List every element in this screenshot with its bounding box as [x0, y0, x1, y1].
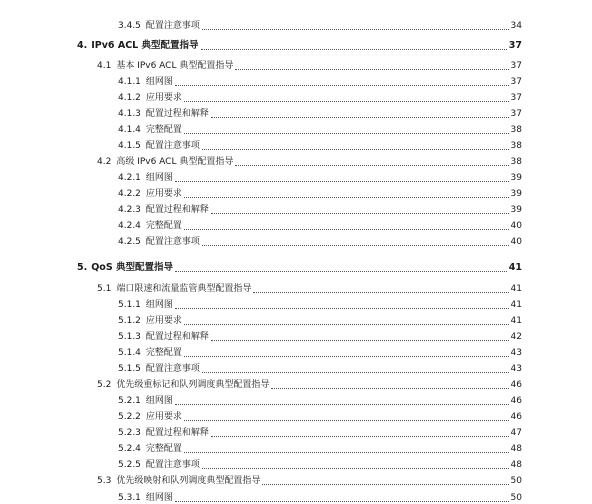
toc-entry-title: 完整配置 — [145, 444, 182, 454]
toc-entry-4-2-2[interactable] — [118, 184, 522, 200]
toc-entry-page: 39 — [510, 173, 522, 183]
toc-entry-title: 组网图 — [145, 77, 173, 87]
toc-entry-number: 4.2.3 — [118, 205, 141, 215]
toc-entry-number: 5.2.2 — [118, 412, 141, 422]
toc-entry-title: 配置过程和解释 — [145, 109, 209, 119]
toc-entry-page: 47 — [510, 428, 522, 438]
toc-entry-5-1-5[interactable] — [118, 359, 522, 375]
toc-entry-number: 5.3.1 — [118, 493, 141, 503]
toc-entry-number: 4.2.5 — [118, 237, 141, 247]
toc-entry-5-2-1[interactable] — [118, 391, 522, 407]
toc-entry-title: 组网图 — [145, 300, 173, 310]
toc-entry-page: 37 — [508, 40, 522, 51]
dot-leader — [175, 180, 509, 182]
toc-entry-4-1-2[interactable] — [118, 88, 522, 104]
toc-section-5-3[interactable] — [97, 471, 522, 487]
toc-entry-title: 优先级重标记和队列调度典型配置指导 — [116, 380, 270, 390]
toc-entry-number: 5.3 — [97, 476, 112, 486]
toc-entry-number: 4.2.1 — [118, 173, 141, 183]
dot-leader — [201, 48, 507, 50]
dot-leader — [235, 164, 508, 166]
dot-leader — [211, 435, 509, 437]
toc-chapter-5[interactable] — [77, 258, 522, 274]
toc-entry-title: 高级 IPv6 ACL 典型配置指导 — [116, 157, 234, 167]
toc-entry-4-1-1[interactable] — [118, 72, 522, 88]
toc-entry-5-2-4[interactable] — [118, 439, 522, 455]
toc-entry-title: 组网图 — [145, 396, 173, 406]
dot-leader — [184, 228, 509, 230]
toc-entry-page: 43 — [510, 364, 522, 374]
toc-entry-number: 5. — [77, 262, 88, 273]
toc-section-5-1[interactable] — [97, 279, 522, 295]
toc-entry-5-1-4[interactable] — [118, 343, 522, 359]
toc-entry-title: 应用要求 — [145, 316, 182, 326]
toc-entry-5-2-3[interactable] — [118, 423, 522, 439]
toc-entry-number: 5.2 — [97, 380, 112, 390]
toc-entry-title: 配置注意事项 — [145, 21, 200, 31]
toc-entry-title: 配置注意事项 — [145, 141, 200, 151]
toc-entry-4-2-4[interactable] — [118, 216, 522, 232]
toc-entry-number: 4. — [77, 40, 88, 51]
toc-entry-title: 完整配置 — [145, 221, 182, 231]
toc-entry-title: 完整配置 — [145, 125, 182, 135]
dot-leader — [202, 148, 509, 150]
toc-entry-number: 5.2.3 — [118, 428, 141, 438]
dot-leader — [253, 291, 508, 293]
toc-entry-title: 配置过程和解释 — [145, 332, 209, 342]
toc-entry-page: 38 — [510, 125, 522, 135]
dot-leader — [235, 68, 508, 70]
toc-entry-title: 组网图 — [145, 173, 173, 183]
dot-leader — [262, 483, 508, 485]
toc-entry-title: 组网图 — [145, 493, 173, 503]
toc-entry-page: 41 — [510, 284, 522, 294]
toc-section-5-2[interactable] — [97, 375, 522, 391]
toc-entry-number: 5.2.1 — [118, 396, 141, 406]
dot-leader — [175, 403, 509, 405]
toc-entry-number: 4.1.1 — [118, 77, 141, 87]
toc-entry-title: 应用要求 — [145, 412, 182, 422]
toc-entry-number: 4.2.2 — [118, 189, 141, 199]
toc-entry-page: 46 — [510, 380, 522, 390]
toc-entry-page: 50 — [510, 476, 522, 486]
dot-leader — [175, 307, 509, 309]
dot-leader — [184, 196, 509, 198]
dot-leader — [211, 339, 509, 341]
toc-entry-title: 配置过程和解释 — [145, 205, 209, 215]
toc-entry-number: 5.1.4 — [118, 348, 141, 358]
toc-entry-4-1-4[interactable] — [118, 120, 522, 136]
toc-entry-page: 50 — [510, 493, 522, 503]
toc-entry-number: 4.1.3 — [118, 109, 141, 119]
toc-entry-number: 3.4.5 — [118, 21, 141, 31]
toc-entry-title: 应用要求 — [145, 93, 182, 103]
toc-entry-page: 41 — [510, 316, 522, 326]
toc-entry-title: 优先级映射和队列调度典型配置指导 — [116, 476, 261, 486]
toc-entry-page: 37 — [510, 77, 522, 87]
toc-entry-page: 40 — [510, 237, 522, 247]
toc-entry-5-1-2[interactable] — [118, 311, 522, 327]
dot-leader — [175, 84, 509, 86]
toc-entry-page: 46 — [510, 396, 522, 406]
dot-leader — [184, 419, 509, 421]
dot-leader — [184, 132, 509, 134]
toc-entry-title: 基本 IPv6 ACL 典型配置指导 — [116, 61, 234, 71]
dot-leader — [202, 28, 509, 30]
toc-entry-title: 配置过程和解释 — [145, 428, 209, 438]
toc-entry-number: 4.1 — [97, 61, 112, 71]
toc-entry-4-2-5[interactable] — [118, 232, 522, 248]
dot-leader — [202, 467, 509, 469]
toc-entry-page: 48 — [510, 444, 522, 454]
toc-entry-number: 5.1.3 — [118, 332, 141, 342]
toc-entry-number: 4.2 — [97, 157, 112, 167]
toc-entry-page: 46 — [510, 412, 522, 422]
toc-section-4-2[interactable] — [97, 152, 522, 168]
toc-entry-page: 42 — [510, 332, 522, 342]
toc-section-4-1[interactable] — [97, 56, 522, 72]
toc-entry-title: 应用要求 — [145, 189, 182, 199]
toc-chapter-4[interactable] — [77, 36, 522, 52]
toc-entry-number: 4.1.5 — [118, 141, 141, 151]
toc-entry-number: 5.1 — [97, 284, 112, 294]
dot-leader — [184, 323, 509, 325]
toc-entry-4-2-1[interactable] — [118, 168, 522, 184]
dot-leader — [184, 100, 509, 102]
toc-entry-3-4-5[interactable] — [118, 16, 522, 32]
toc-entry-page: 41 — [508, 262, 522, 273]
toc-entry-5-1-3[interactable] — [118, 327, 522, 343]
toc-entry-4-2-3[interactable] — [118, 200, 522, 216]
dot-leader — [211, 212, 509, 214]
toc-entry-page: 37 — [510, 61, 522, 71]
toc-entry-number: 5.2.4 — [118, 444, 141, 454]
toc-entry-page: 38 — [510, 141, 522, 151]
toc-entry-4-1-3[interactable] — [118, 104, 522, 120]
toc-entry-number: 5.2.5 — [118, 460, 141, 470]
toc-entry-page: 43 — [510, 348, 522, 358]
toc-entry-page: 39 — [510, 205, 522, 215]
toc-entry-title: 配置注意事项 — [145, 237, 200, 247]
dot-leader — [184, 451, 509, 453]
dot-leader — [211, 116, 509, 118]
toc-entry-page: 39 — [510, 189, 522, 199]
dot-leader — [184, 355, 509, 357]
dot-leader — [202, 371, 509, 373]
toc-entry-page: 48 — [510, 460, 522, 470]
toc-entry-page: 34 — [510, 21, 522, 31]
toc-entry-title: IPv6 ACL 典型配置指导 — [91, 40, 199, 51]
toc-entry-title: 配置注意事项 — [145, 460, 200, 470]
toc-entry-5-1-1[interactable] — [118, 295, 522, 311]
toc-entry-5-2-2[interactable] — [118, 407, 522, 423]
toc-entry-number: 4.1.2 — [118, 93, 141, 103]
toc-entry-number: 4.1.4 — [118, 125, 141, 135]
dot-leader — [175, 270, 507, 272]
toc-entry-number: 5.1.1 — [118, 300, 141, 310]
dot-leader — [271, 387, 508, 389]
toc-entry-title: 完整配置 — [145, 348, 182, 358]
toc-entry-number: 5.1.2 — [118, 316, 141, 326]
toc-entry-title: 端口限速和流量监管典型配置指导 — [116, 284, 252, 294]
toc-entry-number: 4.2.4 — [118, 221, 141, 231]
toc-entry-5-2-5[interactable] — [118, 455, 522, 471]
toc-entry-page: 37 — [510, 93, 522, 103]
toc-entry-number: 5.1.5 — [118, 364, 141, 374]
toc-entry-title: QoS 典型配置指导 — [91, 262, 173, 273]
toc-entry-title: 配置注意事项 — [145, 364, 200, 374]
toc-entry-page: 38 — [510, 157, 522, 167]
toc-entry-page: 37 — [510, 109, 522, 119]
toc-entry-page: 41 — [510, 300, 522, 310]
dot-leader — [202, 244, 509, 246]
toc-entry-page: 40 — [510, 221, 522, 231]
toc-entry-4-1-5[interactable] — [118, 136, 522, 152]
